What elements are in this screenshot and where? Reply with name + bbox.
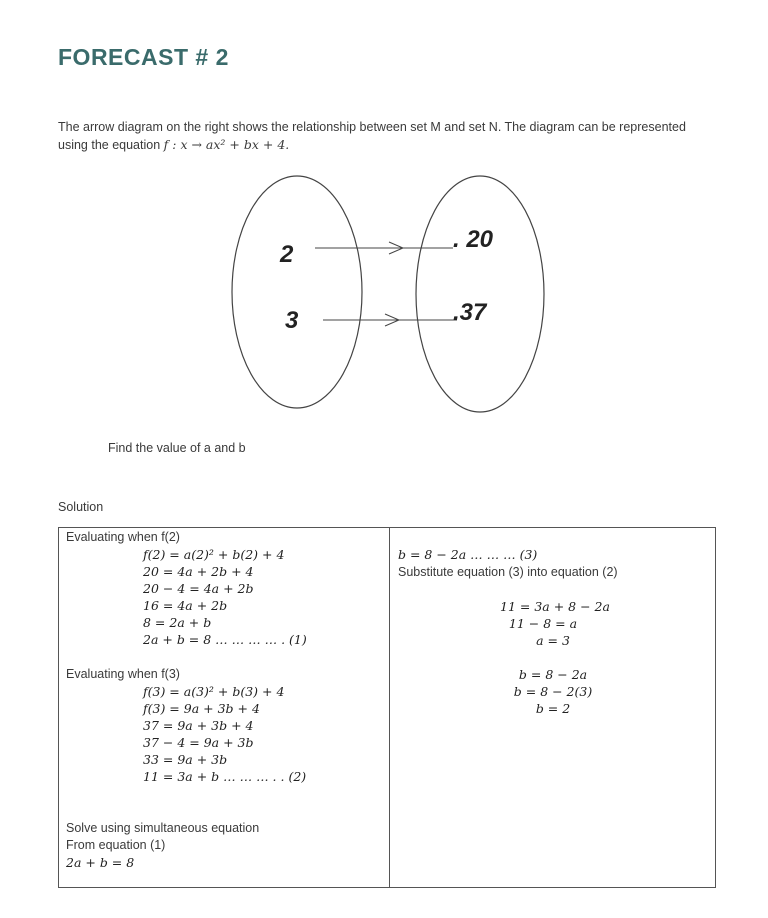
arrow-diagram (225, 170, 555, 420)
codomain-element-20: . 20 (453, 226, 494, 253)
part2-line-3: 37 = 9a + 3b + 4 (143, 718, 254, 733)
simultaneous-heading: Solve using simultaneous equation (66, 821, 260, 835)
solve-b-line-1: b = 8 − 2a (518, 667, 588, 682)
part1-heading: Evaluating when f(2) (66, 530, 180, 544)
equation-3: b = 8 − 2a … … … (3) (398, 547, 538, 562)
solve-b-line-3: b = 2 (535, 701, 571, 716)
part1-line-4: 16 = 4a + 2b (143, 598, 228, 613)
substitute-text: Substitute equation (3) into equation (2) (398, 565, 618, 579)
part2-line-1: f(3) = a(3)² + b(3) + 4 (143, 684, 285, 699)
intro-paragraph (58, 118, 698, 154)
question-text: Find the value of a and b (108, 441, 246, 455)
part1-line-1: f(2) = a(2)² + b(2) + 4 (143, 547, 285, 562)
set-n-ellipse (416, 176, 544, 412)
solve-b-line-2: b = 8 − 2(3) (513, 684, 593, 699)
part1-line-2: 20 = 4a + 2b + 4 (143, 564, 254, 579)
part1-line-6: 2a + b = 8 … … … … . (1) (143, 632, 307, 647)
simultaneous-from: From equation (1) (66, 838, 166, 852)
solve-a-line-2: 11 − 8 = a (508, 616, 578, 631)
solution-right-column (390, 528, 715, 887)
solution-left-column (59, 528, 390, 887)
part2-line-4: 37 − 4 = 9a + 3b (143, 735, 254, 750)
domain-element-3: 3 (285, 307, 299, 334)
simultaneous-eq: 2a + b = 8 (66, 855, 135, 870)
intro-text: The arrow diagram on the right shows the relationship between set M and set N. The diagram can be represented using the equation (58, 120, 686, 152)
part2-line-5: 33 = 9a + 3b (143, 752, 228, 767)
set-m-ellipse (232, 176, 362, 408)
arrow-2-to-20 (315, 242, 453, 254)
codomain-element-37: .37 (453, 299, 487, 326)
intro-equation: f : x → ax² + bx + 4. (163, 137, 290, 152)
solve-a-line-1: 11 = 3a + 8 − 2a (500, 599, 610, 614)
solve-a-line-3: a = 3 (536, 633, 570, 648)
arrow-3-to-37 (323, 314, 457, 326)
page-title: FORECAST # 2 (58, 44, 229, 70)
solution-table (58, 527, 716, 888)
part1-line-3: 20 − 4 = 4a + 2b (143, 581, 254, 596)
solution-label: Solution (58, 500, 104, 514)
part2-heading: Evaluating when f(3) (66, 667, 180, 681)
domain-element-2: 2 (280, 241, 294, 268)
part2-line-2: f(3) = 9a + 3b + 4 (143, 701, 260, 716)
part1-line-5: 8 = 2a + b (143, 615, 212, 630)
part2-line-6: 11 = 3a + b … … … . . (2) (143, 769, 307, 784)
